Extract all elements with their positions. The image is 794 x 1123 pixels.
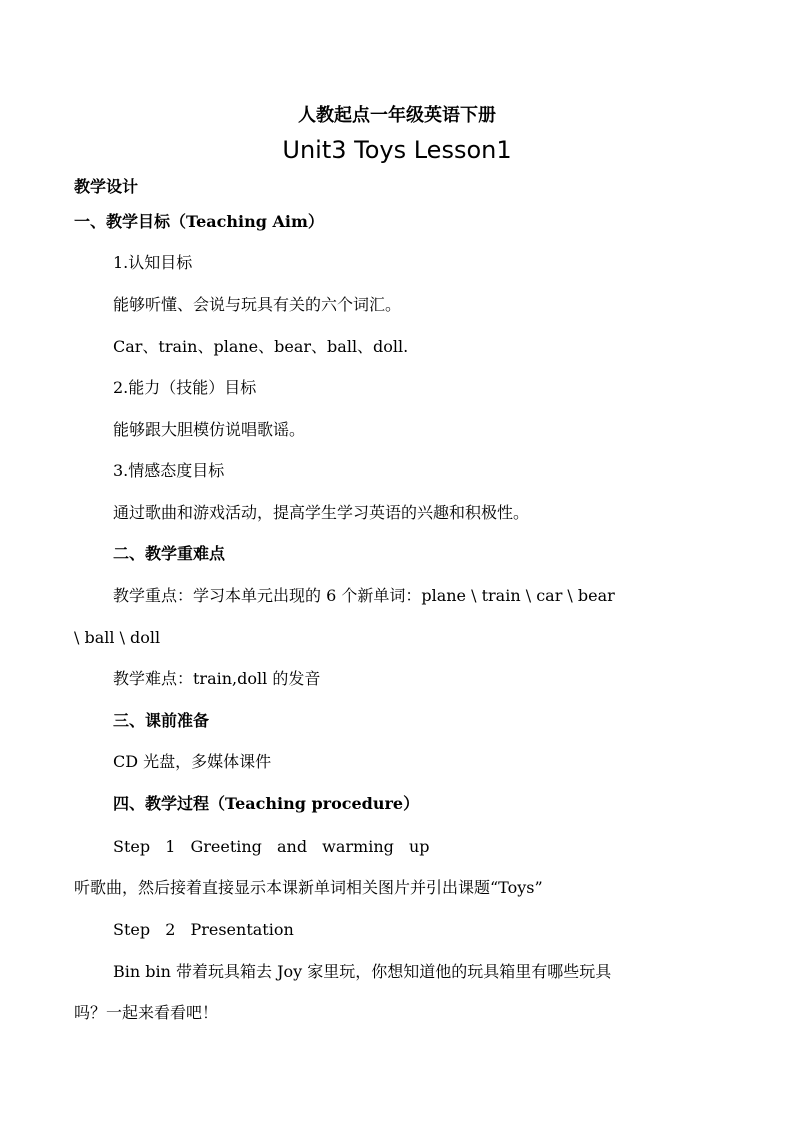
step-2-text-line-1: Bin bin 带着玩具箱去 Joy 家里玩，你想知道他的玩具箱里有哪些玩具 <box>113 962 612 981</box>
step-2-text-line-2: 吗？一起来看看吧！ <box>74 1003 219 1022</box>
step-1-title: Step 1 Greeting and warming up <box>113 837 430 856</box>
objective-1-label: 1.认知目标 <box>113 253 193 272</box>
section-procedure-heading: 四、教学过程（Teaching procedure） <box>113 794 420 813</box>
objective-1-words: Car、train、plane、bear、ball、doll. <box>113 337 409 356</box>
document-title-chinese: 人教起点一年级英语下册 <box>298 105 496 126</box>
key-points-line-1: 教学重点：学习本单元出现的 6 个新单词：plane \ train \ car \ bear <box>113 586 615 605</box>
objective-2-text: 能够跟大胆模仿说唱歌谣。 <box>113 420 306 439</box>
design-heading: 教学设计 <box>74 177 139 196</box>
step-1-text: 听歌曲，然后接着直接显示本课新单词相关图片并引出课题“Toys” <box>74 878 543 897</box>
objective-3-text: 通过歌曲和游戏活动，提高学生学习英语的兴趣和积极性。 <box>113 503 530 522</box>
key-points-line-2: \ ball \ doll <box>74 628 161 647</box>
objective-1-text: 能够听懂、会说与玩具有关的六个词汇。 <box>113 295 402 314</box>
preparation-text: CD 光盘，多媒体课件 <box>113 752 272 771</box>
document-title-english: Unit3 Toys Lesson1 <box>282 136 512 164</box>
section-preparation-heading: 三、课前准备 <box>113 711 210 730</box>
step-2-title: Step 2 Presentation <box>113 920 294 939</box>
objective-3-label: 3.情感态度目标 <box>113 461 225 480</box>
section-teaching-aim-heading: 一、教学目标（Teaching Aim） <box>74 212 324 231</box>
difficult-points-text: 教学难点：train,doll 的发音 <box>113 669 321 688</box>
section-key-points-heading: 二、教学重难点 <box>113 544 226 563</box>
objective-2-label: 2.能力（技能）目标 <box>113 378 257 397</box>
